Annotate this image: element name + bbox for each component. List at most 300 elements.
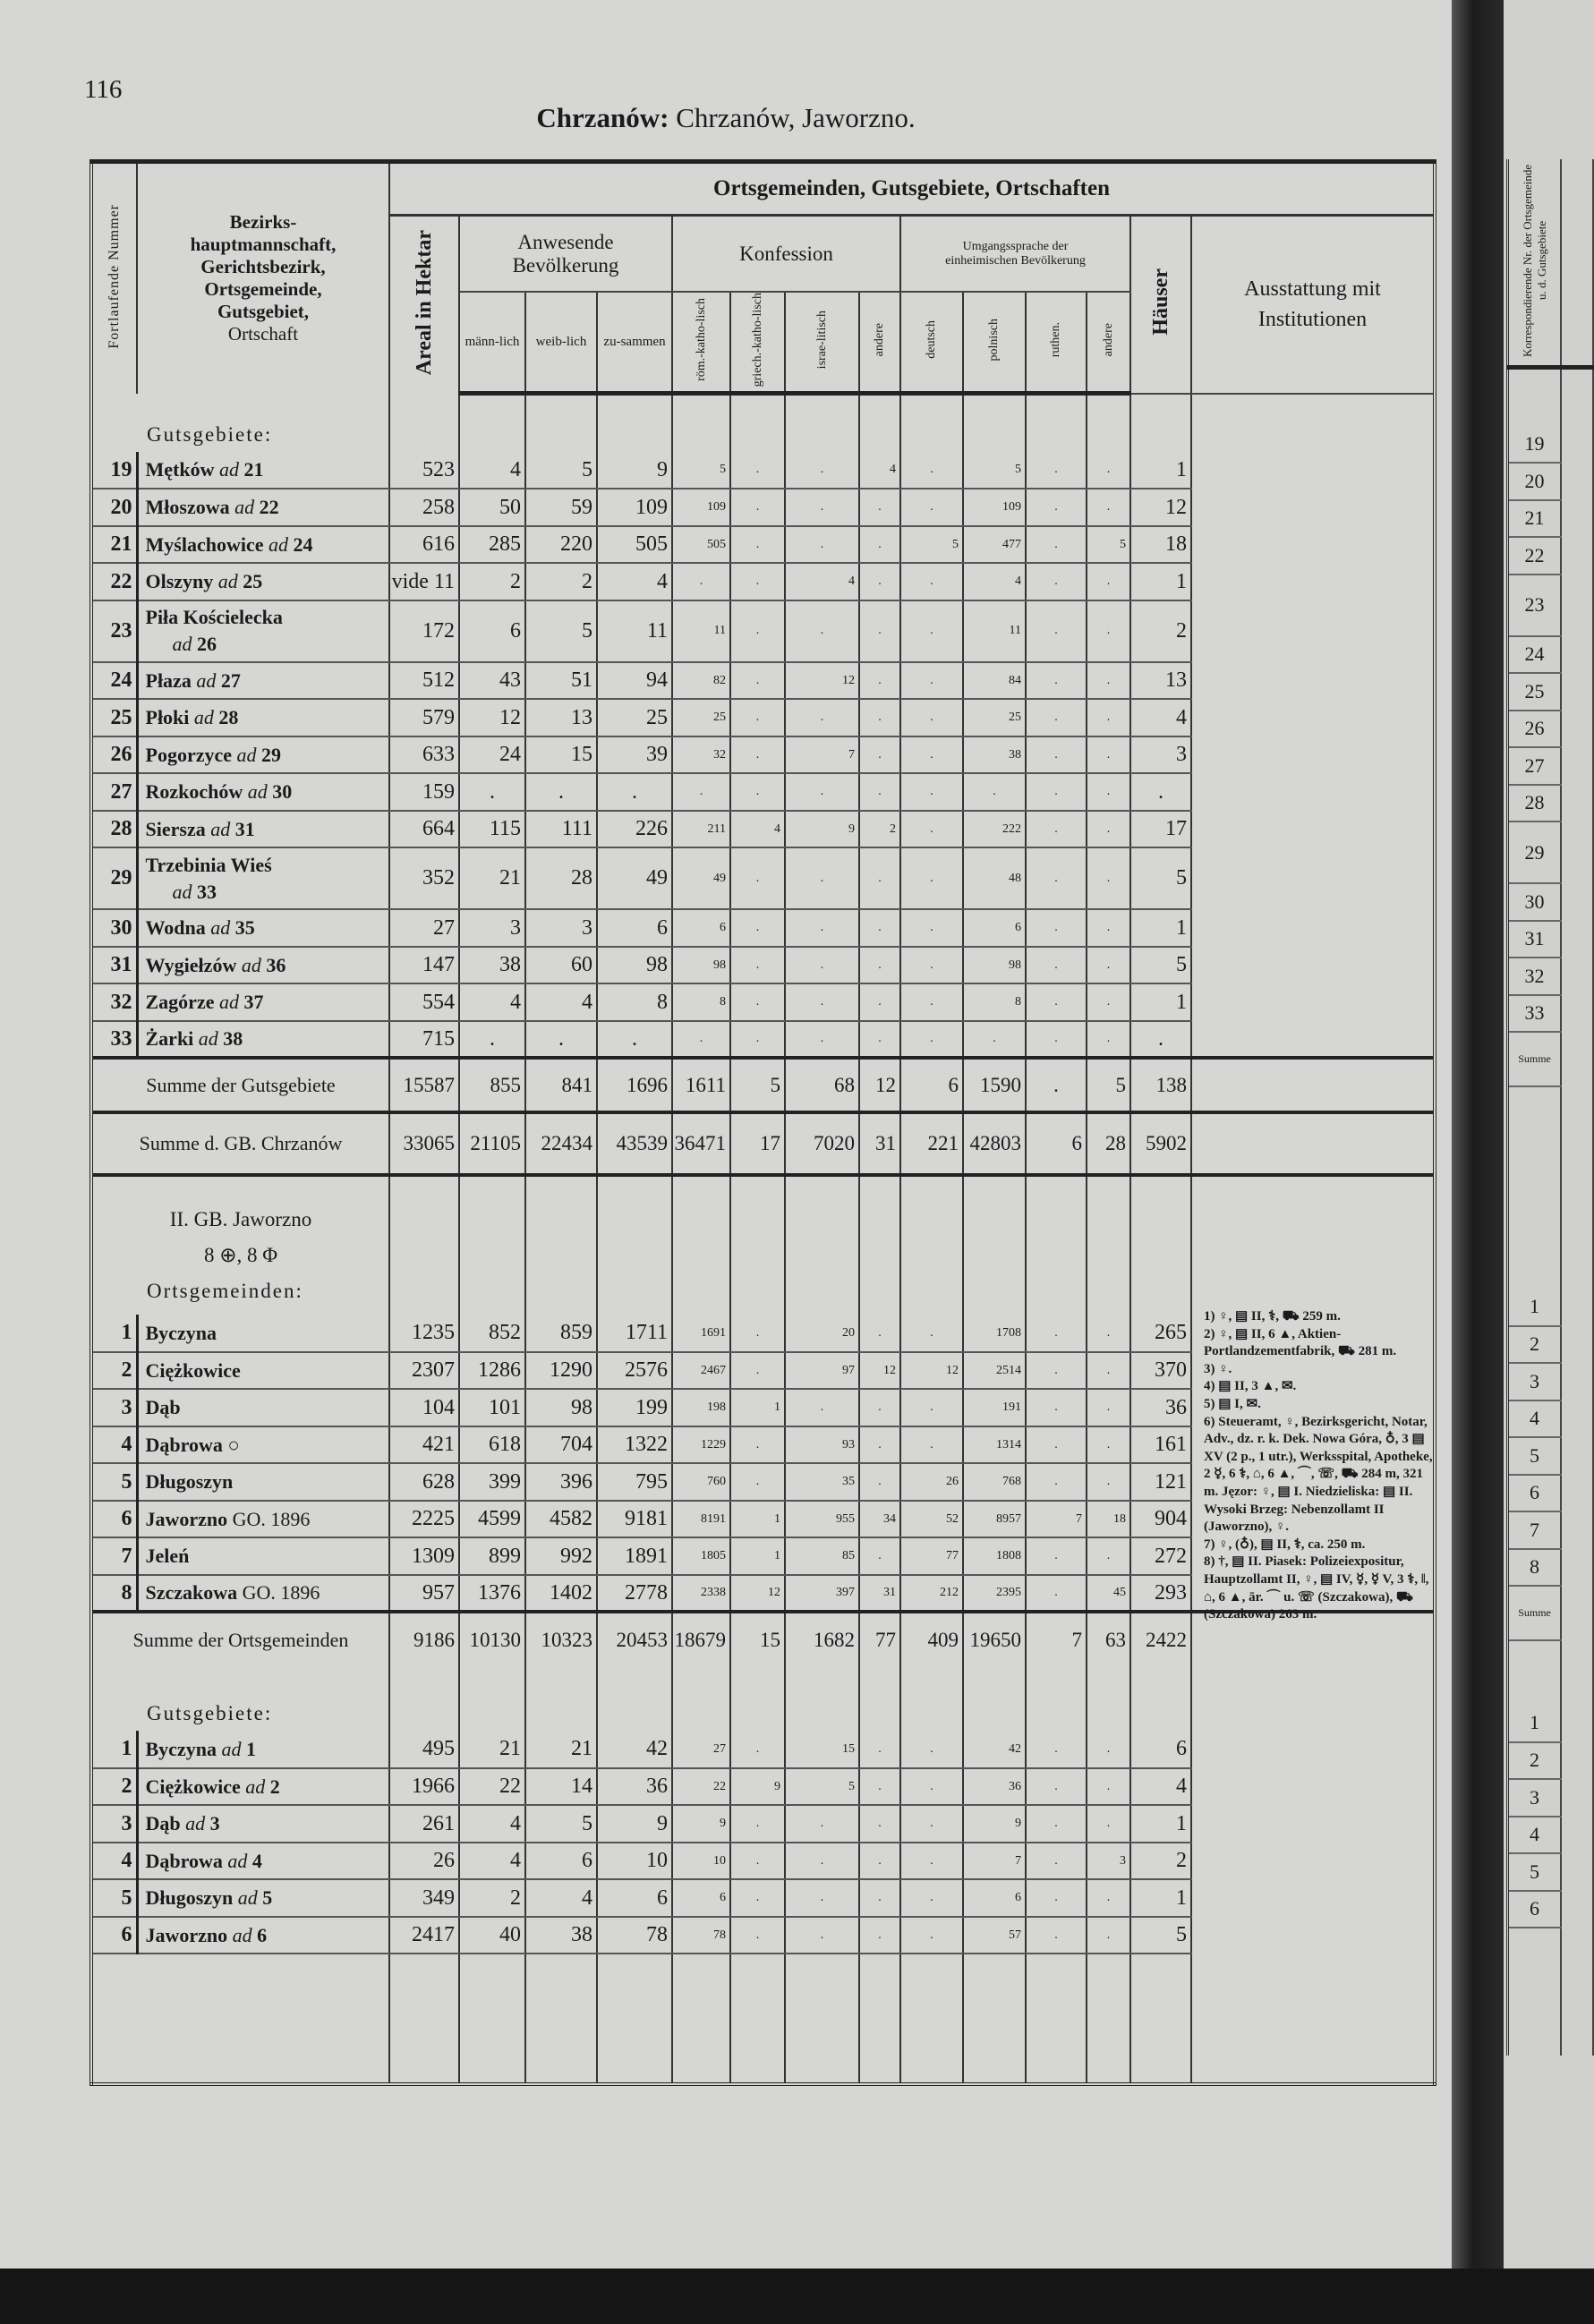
facing-row-number: 4 <box>1508 1400 1562 1438</box>
place-name-cell <box>137 489 389 526</box>
value-cell: 13 <box>525 699 597 736</box>
table-row <box>91 736 1435 774</box>
value-cell: 38 <box>963 736 1026 774</box>
table-row <box>91 1843 1435 1880</box>
value-cell: . <box>859 1805 900 1843</box>
value-cell: . <box>1087 983 1130 1021</box>
facing-empty <box>1561 575 1593 636</box>
value-cell: 25 <box>963 699 1026 736</box>
value-cell: 147 <box>389 947 459 984</box>
value-cell: 14 <box>525 1768 597 1806</box>
place-name: Zagórze <box>145 991 215 1014</box>
institutions-cell <box>1191 526 1435 564</box>
value-cell: . <box>1026 1463 1087 1501</box>
value-cell: . <box>1026 452 1087 489</box>
header-female: weib-lich <box>525 292 597 394</box>
value-cell: . <box>859 1021 900 1059</box>
value-cell: . <box>525 773 597 811</box>
value-cell: 9 <box>730 1768 785 1806</box>
header-polish <box>963 292 1026 394</box>
value-cell: 2225 <box>389 1501 459 1538</box>
empty-cell <box>525 1954 597 2084</box>
row-number: 5 <box>91 1463 137 1501</box>
value-cell: . <box>900 600 963 662</box>
facing-row <box>1508 1928 1594 2056</box>
value-cell: . <box>900 1315 963 1352</box>
place-name-cell <box>137 847 389 909</box>
value-cell: . <box>1026 1058 1087 1112</box>
value-cell: 5 <box>1130 847 1191 909</box>
value-cell: 2576 <box>597 1352 672 1390</box>
value-cell: 98 <box>672 947 730 984</box>
place-name-cell <box>137 983 389 1021</box>
value-cell: 42803 <box>963 1112 1026 1175</box>
table-row <box>91 452 1435 489</box>
value-cell: 6 <box>672 1879 730 1917</box>
value-cell: 3 <box>1130 736 1191 774</box>
institution-note <box>1204 1396 1438 1414</box>
place-name: Jaworzno <box>145 1507 228 1530</box>
value-cell: 992 <box>525 1537 597 1575</box>
value-cell: . <box>1026 1021 1087 1059</box>
value-cell: 93 <box>785 1426 859 1464</box>
value-cell: 18 <box>1087 1501 1130 1538</box>
value-cell: . <box>1087 1879 1130 1917</box>
reference: ad <box>218 458 239 481</box>
place-name: Długoszyn <box>145 1470 234 1494</box>
table-row <box>91 699 1435 736</box>
empty-cell <box>672 1175 730 1315</box>
reference: ad <box>185 1812 206 1835</box>
value-cell: 9 <box>785 811 859 848</box>
facing-empty <box>1561 883 1593 921</box>
reference-number: 38 <box>223 1027 243 1051</box>
empty-cell <box>859 1666 900 1731</box>
facing-row <box>1508 1742 1594 1780</box>
value-cell: 579 <box>389 699 459 736</box>
facing-empty <box>1561 958 1593 995</box>
facing-sum-label: Summe <box>1508 1586 1562 1640</box>
row-number: 31 <box>91 947 137 984</box>
section-label: Gutsgebiete: <box>91 394 389 452</box>
row-number: 6 <box>91 1917 137 1954</box>
facing-row-number: 6 <box>1508 1475 1562 1512</box>
institutions-cell <box>1191 1112 1435 1175</box>
book-gutter <box>1452 0 1504 2324</box>
facing-row-number: 30 <box>1508 883 1562 921</box>
place-name: Siersza <box>145 817 206 840</box>
reference-number: 5 <box>262 1886 273 1910</box>
place-name-cell <box>137 452 389 489</box>
reference: ad <box>210 916 231 940</box>
value-cell: . <box>859 1389 900 1426</box>
value-cell: 7 <box>1026 1501 1087 1538</box>
facing-empty <box>1561 1086 1593 1149</box>
facing-empty <box>1508 1928 1562 2056</box>
value-cell: 5 <box>672 452 730 489</box>
value-cell: . <box>1026 1879 1087 1917</box>
row-number: 29 <box>91 847 137 909</box>
reference-number: 30 <box>272 780 293 804</box>
facing-row-number: 29 <box>1508 821 1562 883</box>
value-cell: 1682 <box>785 1612 859 1666</box>
facing-row-number: 2 <box>1508 1326 1562 1364</box>
reference-number: 3 <box>209 1812 220 1835</box>
reference: ad <box>193 706 214 729</box>
facing-row-number: 5 <box>1508 1853 1562 1891</box>
facing-empty <box>1561 1437 1593 1475</box>
value-cell: 261 <box>389 1805 459 1843</box>
value-cell: 33065 <box>389 1112 459 1175</box>
value-cell: . <box>730 600 785 662</box>
empty-cell <box>1130 1666 1191 1731</box>
value-cell: 4 <box>525 983 597 1021</box>
value-cell: . <box>859 1426 900 1464</box>
value-cell: . <box>900 1843 963 1880</box>
facing-empty <box>1561 1363 1593 1400</box>
institutions-cell <box>1191 909 1435 947</box>
row-number: 33 <box>91 1021 137 1059</box>
value-cell: 8 <box>963 983 1026 1021</box>
institution-notes <box>1204 1308 1438 1624</box>
value-cell: 211 <box>672 811 730 848</box>
value-cell: . <box>1026 1917 1087 1954</box>
empty-cell <box>730 1954 785 2084</box>
reference-number: 21 <box>243 458 264 481</box>
value-cell: . <box>1087 909 1130 947</box>
institutions-cell <box>1191 1768 1435 1806</box>
value-cell: 4 <box>730 811 785 848</box>
value-cell: vide 11 <box>389 563 459 600</box>
value-cell: 2338 <box>672 1575 730 1613</box>
empty-cell <box>900 394 963 452</box>
section-label: Ortsgemeinden: <box>147 1280 303 1303</box>
facing-row-number: 20 <box>1508 463 1562 500</box>
value-cell: 22 <box>672 1768 730 1806</box>
value-cell: 1 <box>1130 563 1191 600</box>
value-cell: 32 <box>672 736 730 774</box>
reference-number: 1 <box>245 1737 256 1760</box>
place-name-cell <box>137 1575 389 1613</box>
value-cell: 4 <box>525 1879 597 1917</box>
value-cell: 6 <box>1026 1112 1087 1175</box>
value-cell: 795 <box>597 1463 672 1501</box>
value-cell: . <box>900 662 963 700</box>
value-cell: . <box>672 1021 730 1059</box>
facing-empty <box>1561 995 1593 1033</box>
empty-cell <box>525 394 597 452</box>
value-cell: . <box>1026 947 1087 984</box>
reference-number: 33 <box>197 880 217 903</box>
value-cell: 904 <box>1130 1501 1191 1538</box>
empty-cell <box>672 1954 730 2084</box>
empty-cell <box>1026 1666 1087 1731</box>
value-cell: 48 <box>963 847 1026 909</box>
value-cell: . <box>1026 1805 1087 1843</box>
value-cell: . <box>1087 1917 1130 1954</box>
town-status: GO. 1896 <box>232 1507 311 1530</box>
value-cell: . <box>1087 1426 1130 1464</box>
facing-row <box>1508 958 1594 995</box>
value-cell: 4 <box>963 563 1026 600</box>
institutions-cell <box>1191 662 1435 700</box>
facing-row-number: 1 <box>1508 1705 1562 1742</box>
value-cell: 955 <box>785 1501 859 1538</box>
place-name: Jeleń <box>145 1545 190 1568</box>
facing-empty <box>1561 921 1593 958</box>
value-cell: . <box>1026 526 1087 564</box>
value-cell: 84 <box>963 662 1026 700</box>
reference-number: 28 <box>218 706 239 729</box>
value-cell: 21 <box>459 1731 525 1768</box>
value-cell: 5 <box>525 452 597 489</box>
facing-row-number: 22 <box>1508 537 1562 575</box>
value-cell: 5 <box>1087 526 1130 564</box>
facing-table-body <box>1508 159 1594 2056</box>
place-name: Olszyny <box>145 570 214 593</box>
facing-empty <box>1508 1086 1562 1149</box>
empty-cell <box>1130 1954 1191 2084</box>
row-number: 20 <box>91 489 137 526</box>
value-cell: 85 <box>785 1537 859 1575</box>
header-text: ruthen. <box>1049 322 1062 358</box>
table-row <box>91 662 1435 700</box>
sum-label: Summe der Gutsgebiete <box>91 1058 389 1112</box>
empty-cell <box>1026 394 1087 452</box>
value-cell: . <box>1026 1426 1087 1464</box>
reference: ad <box>237 1886 258 1910</box>
value-cell: 78 <box>597 1917 672 1954</box>
value-cell: 409 <box>900 1612 963 1666</box>
value-cell: 477 <box>963 526 1026 564</box>
table-row <box>91 526 1435 564</box>
facing-empty <box>1561 1891 1593 1928</box>
value-cell: 1711 <box>597 1315 672 1352</box>
facing-row <box>1508 1149 1594 1289</box>
value-cell: 98 <box>597 947 672 984</box>
value-cell: 1 <box>730 1537 785 1575</box>
value-cell: 618 <box>459 1426 525 1464</box>
facing-empty <box>1561 711 1593 748</box>
header-group-title: Ortsgemeinden, Gutsgebiete, Ortschaften <box>389 162 1435 216</box>
value-cell: . <box>1026 600 1087 662</box>
value-cell: 1 <box>730 1501 785 1538</box>
institution-note <box>1204 1378 1438 1396</box>
value-cell: . <box>785 526 859 564</box>
value-cell: . <box>1026 983 1087 1021</box>
value-cell: . <box>900 699 963 736</box>
place-name: Ciężkowice <box>145 1775 241 1798</box>
value-cell: 98 <box>525 1389 597 1426</box>
value-cell: . <box>730 773 785 811</box>
facing-row-number: 5 <box>1508 1437 1562 1475</box>
value-cell: . <box>785 452 859 489</box>
institutions-cell <box>1191 699 1435 736</box>
institutions-cell <box>1191 600 1435 662</box>
row-number: 1 <box>91 1315 137 1352</box>
header-other-language <box>1087 292 1130 394</box>
value-cell: 1309 <box>389 1537 459 1575</box>
place-name-cell <box>137 1426 389 1464</box>
value-cell: . <box>730 1731 785 1768</box>
row-number: 25 <box>91 699 137 736</box>
value-cell: 38 <box>459 947 525 984</box>
empty-cell <box>859 1175 900 1315</box>
value-cell: . <box>730 1843 785 1880</box>
reference: ad <box>221 1737 242 1760</box>
value-cell: . <box>859 563 900 600</box>
facing-empty <box>1561 821 1593 883</box>
value-cell: . <box>859 662 900 700</box>
empty-cell <box>900 1954 963 2084</box>
empty-cell <box>859 1954 900 2084</box>
row-number: 24 <box>91 662 137 700</box>
value-cell: . <box>785 1843 859 1880</box>
facing-row <box>1508 1640 1594 1705</box>
value-cell: . <box>859 1731 900 1768</box>
facing-row <box>1508 368 1594 426</box>
table-row <box>91 600 1435 662</box>
statistics-table <box>90 159 1436 2086</box>
note-text: ♀, ▤ II, 6 ▲, Aktien-Portlandzementfabrik, ⛟ 281 m. <box>1204 1326 1397 1359</box>
header-text: griech.-katho-lisch <box>750 293 764 387</box>
value-cell: . <box>785 1021 859 1059</box>
value-cell: 78 <box>672 1917 730 1954</box>
value-cell: 4 <box>459 1843 525 1880</box>
place-name-cell <box>137 526 389 564</box>
facing-empty <box>1561 1640 1593 1705</box>
value-cell: 26 <box>900 1463 963 1501</box>
place-name: Mętków <box>145 458 215 481</box>
value-cell: . <box>900 1805 963 1843</box>
value-cell: 1 <box>1130 983 1191 1021</box>
value-cell: . <box>525 1021 597 1059</box>
value-cell: 1708 <box>963 1315 1026 1352</box>
value-cell: 6 <box>1130 1731 1191 1768</box>
value-cell: 5 <box>963 452 1026 489</box>
value-cell: . <box>900 947 963 984</box>
value-cell: 115 <box>459 811 525 848</box>
scan-border <box>0 2269 1594 2324</box>
value-cell: 28 <box>1087 1112 1130 1175</box>
value-cell: . <box>1026 811 1087 848</box>
value-cell: 31 <box>859 1575 900 1613</box>
value-cell: 31 <box>859 1112 900 1175</box>
facing-row <box>1508 1289 1594 1326</box>
value-cell: . <box>785 947 859 984</box>
table-row <box>91 773 1435 811</box>
header-houses <box>1130 216 1191 394</box>
value-cell: . <box>859 1768 900 1806</box>
row-number: 30 <box>91 909 137 947</box>
value-cell: 505 <box>672 526 730 564</box>
value-cell: . <box>672 773 730 811</box>
value-cell: . <box>730 909 785 947</box>
row-number: 28 <box>91 811 137 848</box>
table-row <box>91 847 1435 909</box>
value-cell: 20453 <box>597 1612 672 1666</box>
value-cell: 9 <box>597 452 672 489</box>
value-cell: 20 <box>785 1315 859 1352</box>
town-status: GO. 1896 <box>242 1581 320 1605</box>
value-cell: 265 <box>1130 1315 1191 1352</box>
value-cell: 628 <box>389 1463 459 1501</box>
row-number: 26 <box>91 736 137 774</box>
table-row <box>91 909 1435 947</box>
value-cell: 21 <box>525 1731 597 1768</box>
facing-row <box>1508 785 1594 822</box>
facing-row <box>1508 883 1594 921</box>
value-cell: . <box>1026 1843 1087 1880</box>
section-row <box>91 1954 1435 2084</box>
header-total: zu-sammen <box>597 292 672 394</box>
header-confession: Konfession <box>672 216 900 293</box>
value-cell: . <box>459 773 525 811</box>
value-cell: 18 <box>1130 526 1191 564</box>
value-cell: . <box>785 1389 859 1426</box>
row-number: 4 <box>91 1426 137 1464</box>
value-cell: 4 <box>1130 1768 1191 1806</box>
value-cell: . <box>785 773 859 811</box>
value-cell: 421 <box>389 1426 459 1464</box>
value-cell: . <box>900 563 963 600</box>
value-cell: . <box>1026 1389 1087 1426</box>
value-cell: 43 <box>459 662 525 700</box>
facing-row <box>1508 1326 1594 1364</box>
value-cell: 109 <box>597 489 672 526</box>
value-cell: . <box>859 526 900 564</box>
facing-row <box>1508 1032 1594 1086</box>
value-cell: . <box>900 1768 963 1806</box>
value-cell: . <box>1026 736 1087 774</box>
reference: ad <box>245 1775 266 1798</box>
value-cell: 138 <box>1130 1058 1191 1112</box>
header-areal-text: Areal in Hektar <box>413 229 436 376</box>
value-cell: . <box>1087 773 1130 811</box>
value-cell: 852 <box>459 1315 525 1352</box>
value-cell: 25 <box>672 699 730 736</box>
facing-empty <box>1561 1817 1593 1854</box>
section-row <box>91 1175 1435 1315</box>
facing-row <box>1508 1705 1594 1742</box>
facing-empty <box>1561 1149 1593 1289</box>
value-cell: 220 <box>525 526 597 564</box>
empty-cell <box>389 1175 459 1315</box>
table-row <box>91 811 1435 848</box>
value-cell: . <box>963 773 1026 811</box>
value-cell: 1696 <box>597 1058 672 1112</box>
value-cell: . <box>859 773 900 811</box>
value-cell: 50 <box>459 489 525 526</box>
empty-cell <box>389 1954 459 2084</box>
value-cell: 396 <box>525 1463 597 1501</box>
value-cell: . <box>1026 563 1087 600</box>
value-cell: 198 <box>672 1389 730 1426</box>
value-cell: 899 <box>459 1537 525 1575</box>
value-cell: 121 <box>1130 1463 1191 1501</box>
header-text: polnisch <box>987 318 1001 362</box>
value-cell: 1808 <box>963 1537 1026 1575</box>
value-cell: . <box>459 1021 525 1059</box>
institutions-cell <box>1191 1843 1435 1880</box>
header-running-number <box>91 162 137 394</box>
value-cell: 11 <box>672 600 730 662</box>
value-cell: . <box>1087 811 1130 848</box>
value-cell: 22 <box>459 1768 525 1806</box>
facing-empty <box>1561 1511 1593 1549</box>
value-cell: 7 <box>785 736 859 774</box>
value-cell: 4 <box>459 452 525 489</box>
